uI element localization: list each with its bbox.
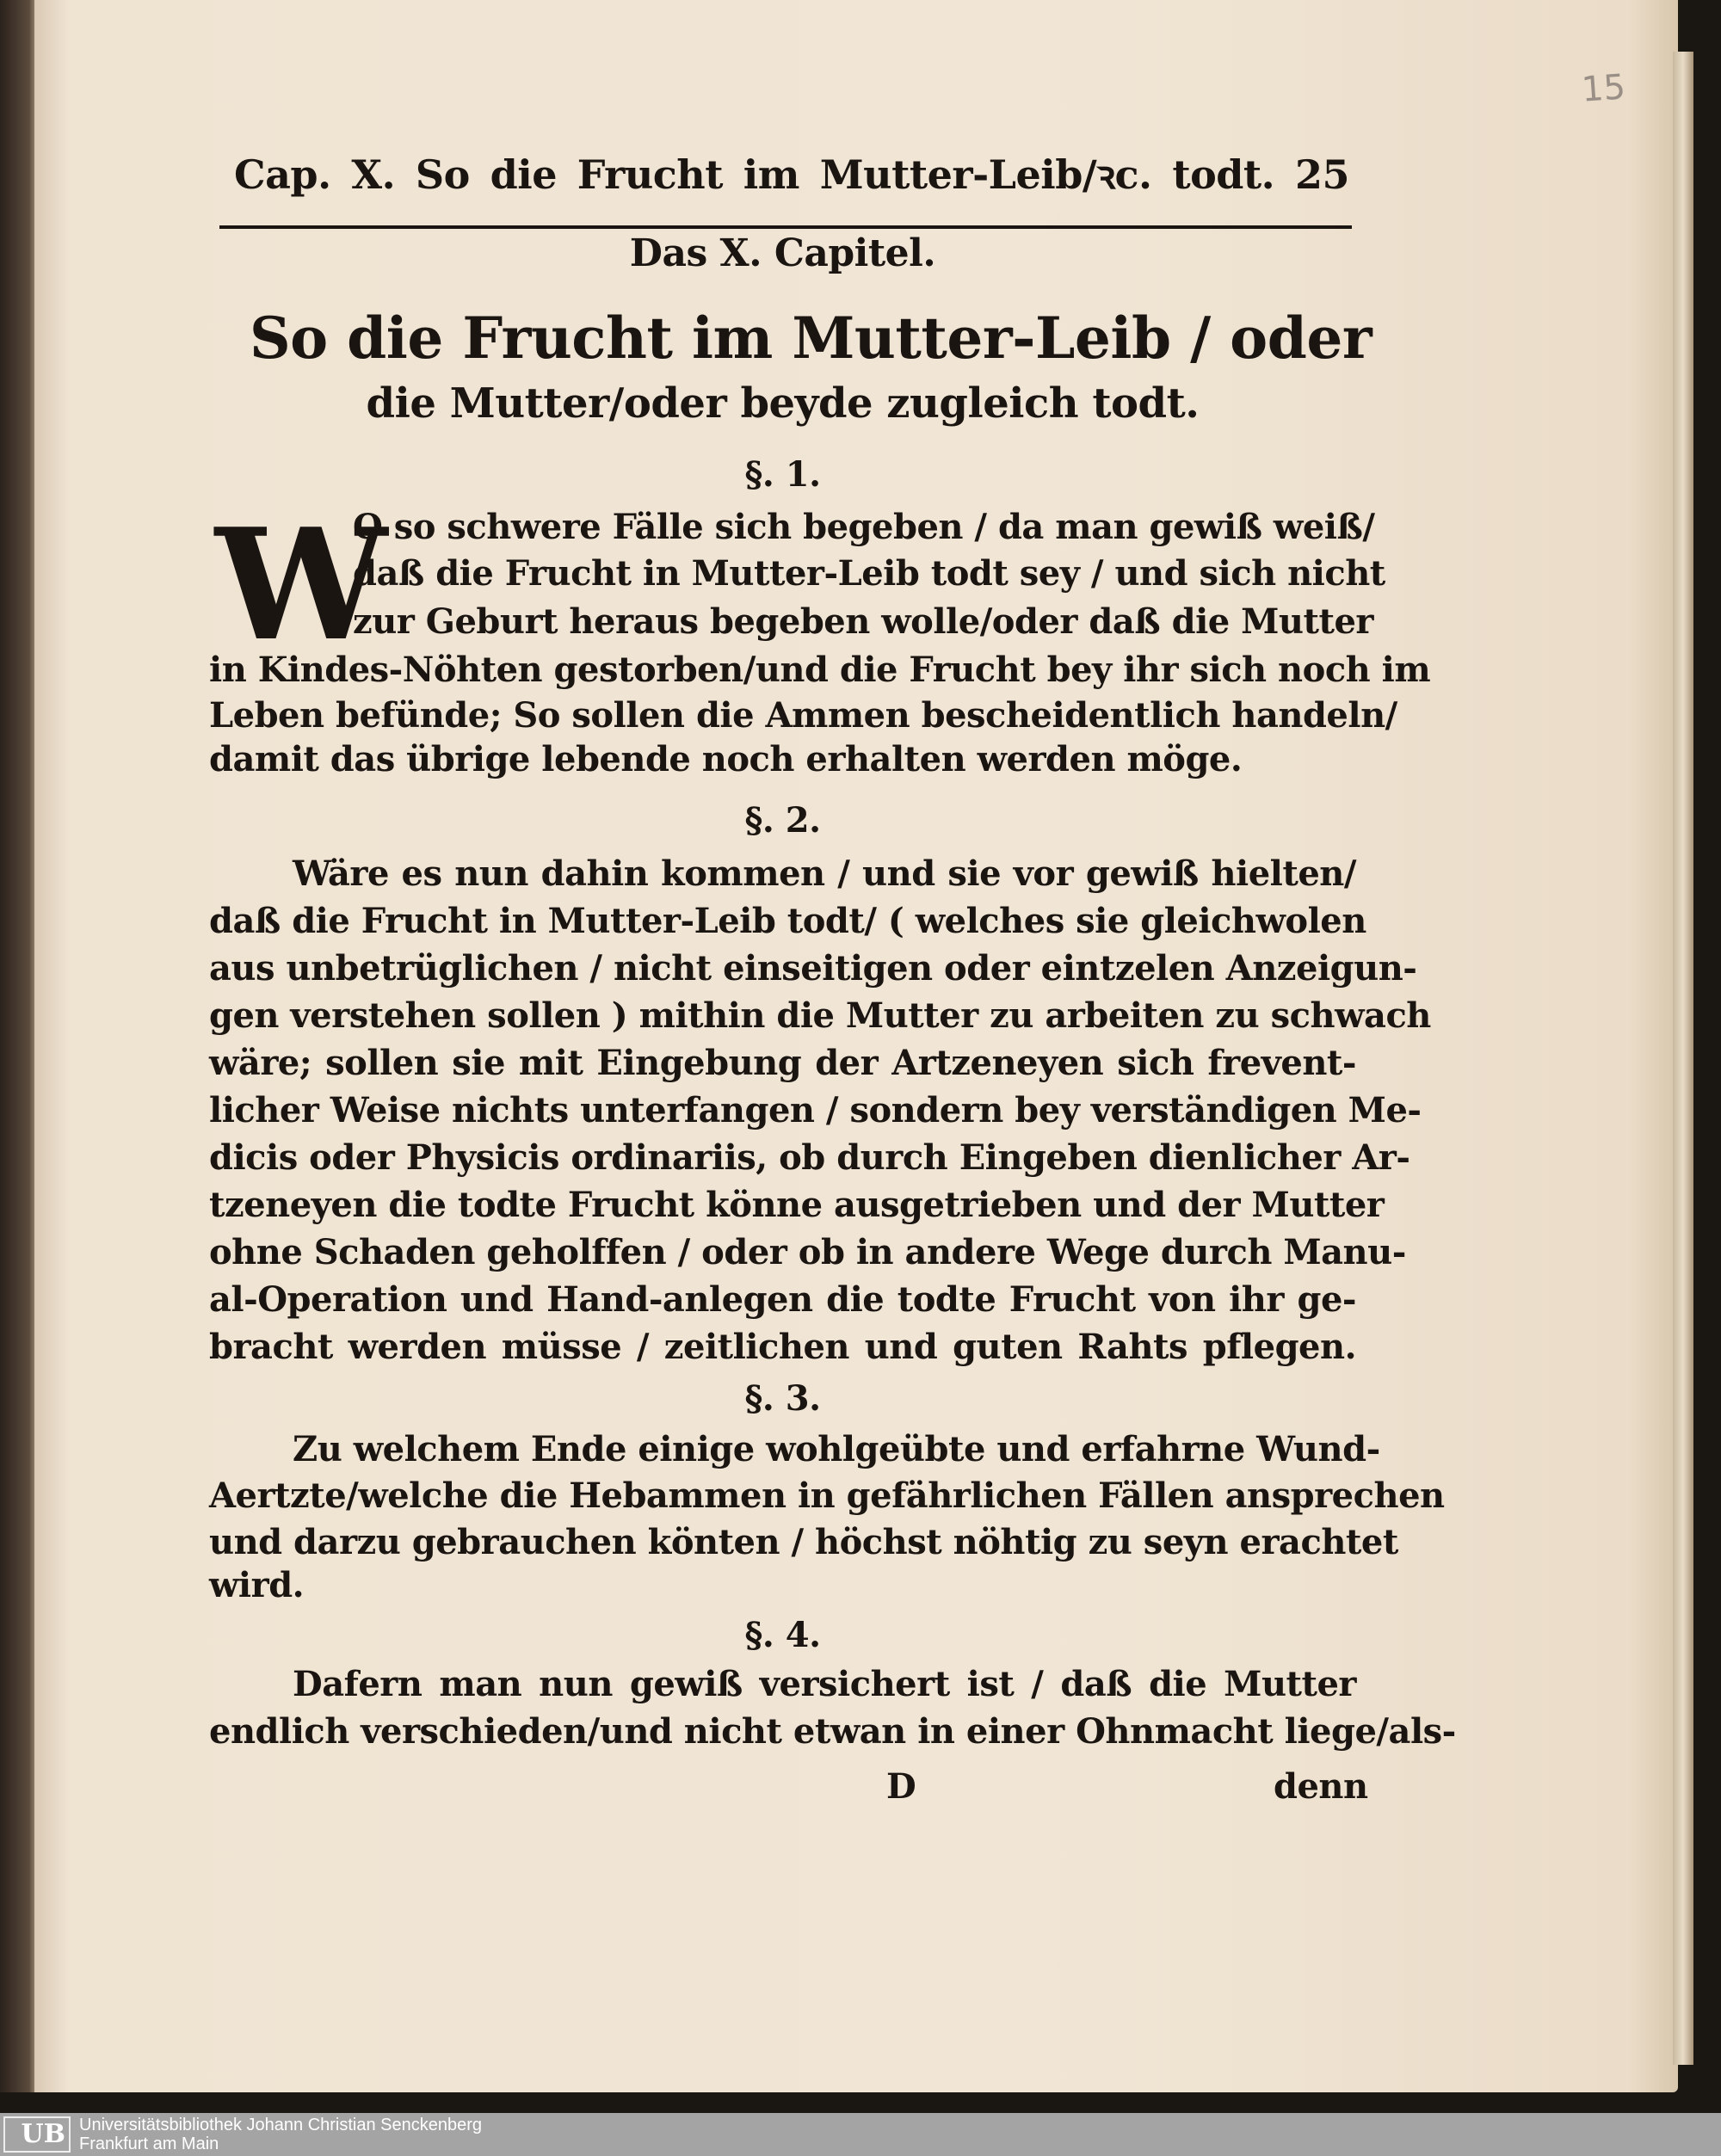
library-footer bbox=[0, 2113, 1721, 2156]
text-line: endlich verschieden/und nicht etwan in einer Ohnmacht liege/als- bbox=[209, 1711, 1456, 1752]
text-line: O so schwere Fälle sich begeben / da man gewiß weiß/ bbox=[353, 507, 1375, 547]
text-line: ohne Schaden geholffen / oder ob in andere Wege durch Manu- bbox=[209, 1232, 1406, 1272]
drop-initial: W bbox=[215, 495, 387, 675]
text-line: dicis oder Physicis ordinariis, ob durch Eingeben dienlicher Ar- bbox=[209, 1137, 1410, 1178]
text-line: gen verstehen sollen ) mithin die Mutter zu arbeiten zu schwach bbox=[209, 995, 1431, 1036]
text-line: damit das übrige lebende noch erhalten werden möge. bbox=[209, 739, 1243, 779]
section-heading-3: §. 3. bbox=[744, 1378, 821, 1419]
chapter-title-line-1: So die Frucht im Mutter-Leib / oder bbox=[250, 305, 1372, 372]
text-line: licher Weise nichts unterfangen / sondern bey verständigen Me- bbox=[209, 1090, 1422, 1130]
chapter-title-line-2: die Mutter/oder beyde zugleich todt. bbox=[366, 379, 1200, 428]
text-line: Leben befünde; So sollen die Ammen bescheidentlich handeln/ bbox=[209, 695, 1397, 736]
section-heading-2: §. 2. bbox=[744, 800, 821, 841]
section-heading-4: §. 4. bbox=[744, 1615, 821, 1655]
text-line: daß die Frucht in Mutter-Leib todt sey / und sich nicht bbox=[353, 553, 1385, 594]
page-edge bbox=[1673, 52, 1693, 2065]
header-rule bbox=[219, 225, 1352, 229]
catchword: denn bbox=[1274, 1766, 1368, 1807]
text-line: Dafern man nun gewiß versichert ist / daß die Mutter bbox=[293, 1664, 1356, 1704]
text-line: al-Operation und Hand-anlegen die todte Frucht von ihr ge- bbox=[209, 1279, 1356, 1320]
footer-library-name: Universitätsbibliothek Johann Christian Senckenberg bbox=[79, 2116, 483, 2134]
signature-mark: D bbox=[886, 1766, 916, 1807]
text-line: bracht werden müsse / zeitlichen und guten Rahts pflegen. bbox=[209, 1327, 1356, 1367]
text-line: Aertzte/welche die Hebammen in gefährlichen Fällen ansprechen bbox=[209, 1475, 1445, 1516]
text-line: aus unbetrüglichen / nicht einseitigen oder eintzelen Anzeigun- bbox=[209, 948, 1417, 989]
text-line: in Kindes-Nöhten gestorben/und die Frucht bey ihr sich noch im bbox=[209, 650, 1431, 690]
text-line: zur Geburt heraus begeben wolle/oder daß die Mutter bbox=[353, 601, 1373, 642]
running-head-text: Cap. X. So die Frucht im Mutter-Leib/ꝛc. todt. bbox=[234, 151, 1275, 198]
text-line: daß die Frucht in Mutter-Leib todt/ ( welches sie gleichwolen bbox=[209, 901, 1366, 941]
running-head bbox=[234, 153, 1349, 196]
chapter-label: Das X. Capitel. bbox=[629, 231, 936, 275]
text-line: Zu welchem Ende einige wohlgeübte und erfahrne Wund- bbox=[293, 1429, 1380, 1469]
pencil-folio-note: 15 bbox=[1580, 67, 1627, 110]
text-line: und darzu gebrauchen könten / höchst nöhtig zu seyn erachtet bbox=[209, 1522, 1398, 1562]
page-number: 25 bbox=[1295, 151, 1350, 198]
text-line: Wäre es nun dahin kommen / und sie vor gewiß hielten/ bbox=[293, 853, 1356, 894]
text-line: wird. bbox=[209, 1565, 305, 1605]
text-line: tzeneyen die todte Frucht könne ausgetrieben und der Mutter bbox=[209, 1185, 1385, 1225]
text-line: wäre; sollen sie mit Eingebung der Artzeneyen sich frevent- bbox=[209, 1043, 1356, 1083]
footer-location: Frankfurt am Main bbox=[79, 2134, 219, 2153]
section-heading-1: §. 1. bbox=[744, 454, 821, 495]
ub-logo: UB bbox=[3, 2116, 71, 2153]
